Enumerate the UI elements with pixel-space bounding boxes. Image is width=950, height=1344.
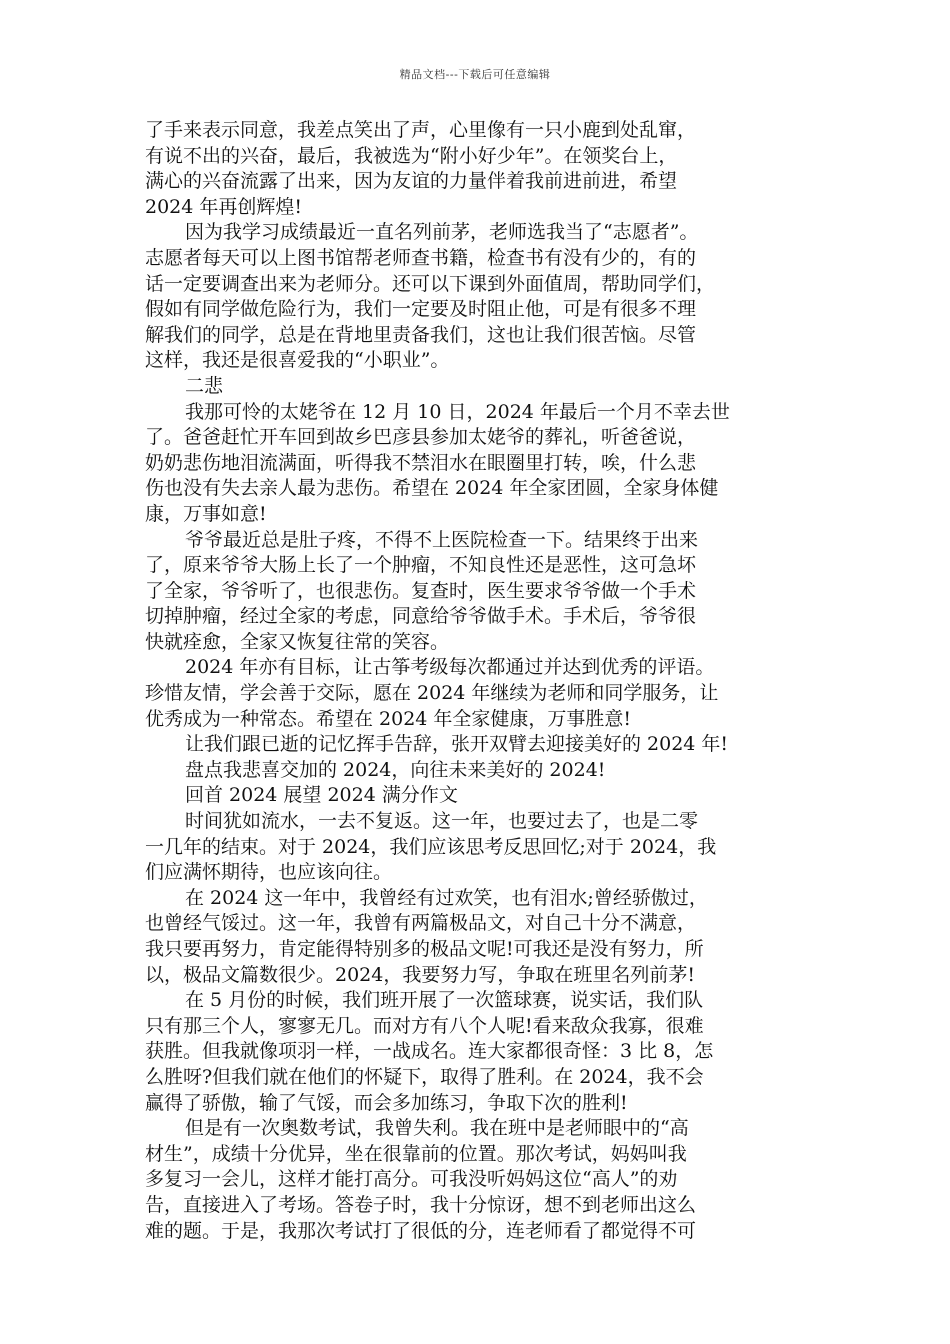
text-line: 爷爷最近总是肚子疼，不得不上医院检查一下。结果终于出来 bbox=[185, 528, 699, 551]
document-body bbox=[145, 118, 817, 1244]
text-line: 以，极品文篇数很少。2024，我要努力写，争取在班里名列前茅! bbox=[145, 963, 695, 986]
text-line: 二悲 bbox=[185, 374, 224, 397]
text-line: 让我们跟已逝的记忆挥手告辞，张开双臂去迎接美好的 2024 年! bbox=[185, 733, 729, 756]
text-line: 赢得了骄傲，输了气馁，而会多加练习，争取下次的胜利! bbox=[145, 1091, 628, 1114]
text-line: 多复习一会儿，这样才能打高分。可我没听妈妈这位“高人”的劝 bbox=[145, 1168, 678, 1191]
text-line: 在 2024 这一年中，我曾经有过欢笑，也有泪水;曾经骄傲过， bbox=[185, 886, 708, 909]
text-line: 但是有一次奥数考试，我曾失利。我在班中是老师眼中的“高 bbox=[185, 1117, 689, 1140]
text-line: 材生”，成绩十分优异，坐在很靠前的位置。那次考试，妈妈叫我 bbox=[145, 1142, 687, 1165]
text-line: 快就痊愈，全家又恢复往常的笑容。 bbox=[145, 630, 450, 653]
text-line: 2024 年再创辉煌! bbox=[145, 195, 303, 218]
text-line: 只有那三个人，寥寥无几。而对方有八个人呢!看来敌众我寡，很难 bbox=[145, 1014, 704, 1037]
text-line: 珍惜友情，学会善于交际，愿在 2024 年继续为老师和同学服务，让 bbox=[145, 682, 719, 705]
text-line: 假如有同学做危险行为，我们一定要及时阻止他，可是有很多不理 bbox=[145, 298, 697, 321]
text-line: 们应满怀期待，也应该向往。 bbox=[145, 861, 393, 884]
text-line: 优秀成为一种常态。希望在 2024 年全家健康，万事胜意! bbox=[145, 707, 632, 730]
text-line: 时间犹如流水，一去不复返。这一年，也要过去了，也是二零 bbox=[185, 810, 699, 833]
text-line: 奶奶悲伤地泪流满面，听得我不禁泪水在眼圈里打转，唉，什么悲 bbox=[145, 451, 697, 474]
text-line: 话一定要调查出来为老师分。还可以下课到外面值周，帮助同学们， bbox=[145, 272, 716, 295]
text-line: 满心的兴奋流露了出来，因为友谊的力量伴着我前进前进，希望 bbox=[145, 170, 678, 193]
text-line: 也曾经气馁过。这一年，我曾有两篇极品文，对自己十分不满意， bbox=[145, 912, 697, 935]
text-line: 2024 年亦有目标，让古筝考级每次都通过并达到优秀的评语。 bbox=[185, 656, 715, 679]
header-text: 精品文档---下载后可任意编辑 bbox=[399, 68, 551, 81]
text-line: 解我们的同学，总是在背地里责备我们，这也让我们很苦恼。尽管 bbox=[145, 323, 697, 346]
text-line: 我那可怜的太姥爷在 12 月 10 日，2024 年最后一个月不幸去世 bbox=[185, 400, 730, 423]
page-header bbox=[0, 66, 950, 82]
text-line: 这样，我还是很喜爱我的“小职业”。 bbox=[145, 349, 450, 372]
text-line: 回首 2024 展望 2024 满分作文 bbox=[185, 784, 458, 807]
text-line: 志愿者每天可以上图书馆帮老师查书籍，检查书有没有少的，有的 bbox=[145, 246, 697, 269]
text-line: 因为我学习成绩最近一直名列前茅，老师选我当了“志愿者”。 bbox=[185, 221, 699, 244]
text-line: 盘点我悲喜交加的 2024，向往未来美好的 2024! bbox=[185, 758, 606, 781]
text-line: 一几年的结束。对于 2024，我们应该思考反思回忆;对于 2024，我 bbox=[145, 835, 717, 858]
text-line: 么胜呀?但我们就在他们的怀疑下，取得了胜利。在 2024，我不会 bbox=[145, 1065, 704, 1088]
text-line: 伤也没有失去亲人最为悲伤。希望在 2024 年全家团圆，全家身体健 bbox=[145, 477, 719, 500]
text-line: 难的题。于是，我那次考试打了很低的分，连老师看了都觉得不可 bbox=[145, 1219, 697, 1242]
text-line: 了，原来爷爷大肠上长了一个肿瘤，不知良性还是恶性，这可急坏 bbox=[145, 554, 697, 577]
text-line: 了手来表示同意，我差点笑出了声，心里像有一只小鹿到处乱窜， bbox=[145, 119, 697, 141]
text-line: 切掉肿瘤，经过全家的考虑，同意给爷爷做手术。手术后，爷爷很 bbox=[145, 605, 697, 628]
text-line: 了全家，爷爷听了，也很悲伤。复查时，医生要求爷爷做一个手术 bbox=[145, 579, 697, 602]
text-line: 在 5 月份的时候，我们班开展了一次篮球赛，说实话，我们队 bbox=[185, 989, 704, 1012]
text-line: 告，直接进入了考场。答卷子时，我十分惊讶，想不到老师出这么 bbox=[145, 1193, 697, 1216]
text-line: 有说不出的兴奋，最后，我被选为“附小好少年”。在领奖台上， bbox=[145, 144, 678, 167]
text-line: 我只要再努力，肯定能得特别多的极品文呢!可我还是没有努力，所 bbox=[145, 938, 704, 960]
text-line: 获胜。但我就像项羽一样，一战成名。连大家都很奇怪：3 比 8，怎 bbox=[145, 1040, 714, 1063]
text-line: 康，万事如意! bbox=[145, 502, 267, 525]
text-line: 了。爸爸赶忙开车回到故乡巴彦县参加太姥爷的葬礼，听爸爸说， bbox=[145, 426, 697, 449]
